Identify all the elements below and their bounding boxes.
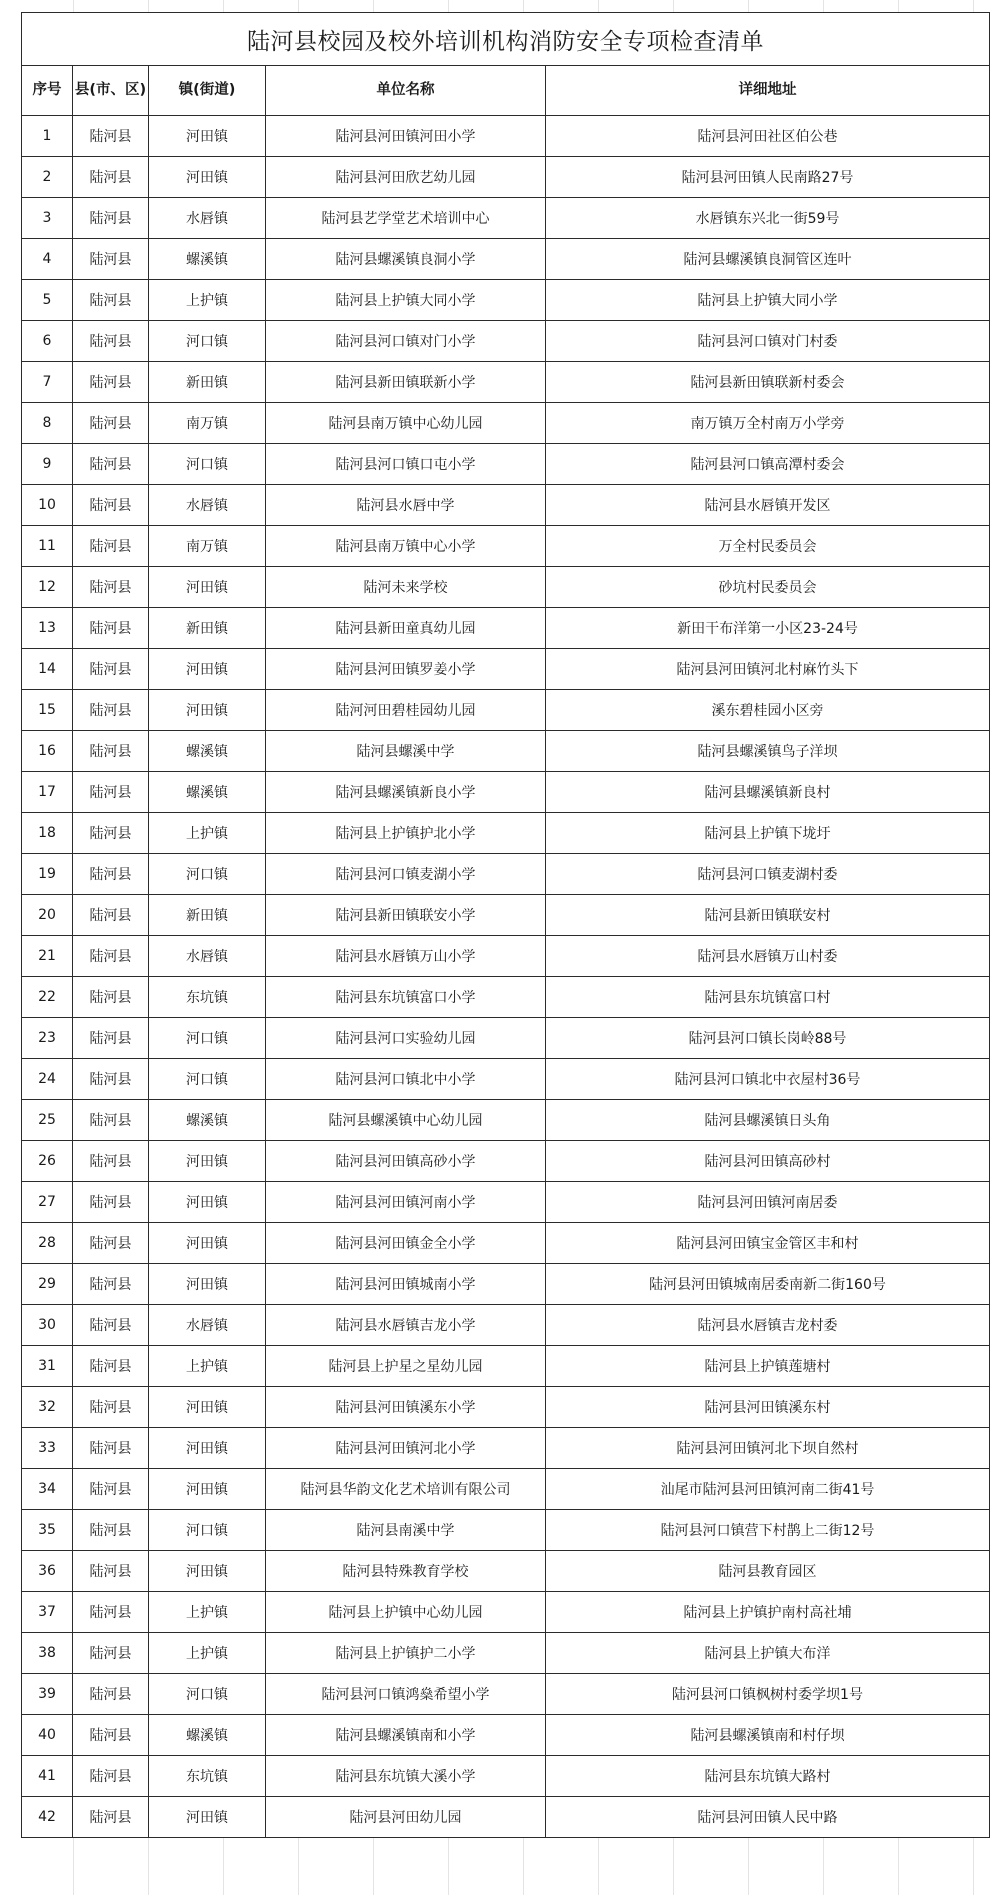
cell-index[interactable]: 3 bbox=[22, 198, 73, 239]
cell-address[interactable]: 陆河县上护镇大同小学 bbox=[546, 280, 990, 321]
table-row bbox=[22, 813, 990, 854]
cell-address[interactable]: 陆河县新田镇联新村委会 bbox=[546, 362, 990, 403]
cell-unit-name[interactable]: 陆河县艺学堂艺术培训中心 bbox=[266, 198, 546, 239]
cell-county[interactable]: 陆河县 bbox=[73, 1633, 149, 1674]
cell-unit-name[interactable]: 陆河县螺溪镇良洞小学 bbox=[266, 239, 546, 280]
cell-town[interactable]: 螺溪镇 bbox=[149, 1100, 266, 1141]
cell-county[interactable]: 陆河县 bbox=[73, 116, 149, 157]
cell-index[interactable]: 8 bbox=[22, 403, 73, 444]
cell-index[interactable]: 40 bbox=[22, 1715, 73, 1756]
cell-index[interactable]: 38 bbox=[22, 1633, 73, 1674]
cell-unit-name[interactable]: 陆河县水唇镇万山小学 bbox=[266, 936, 546, 977]
cell-town[interactable]: 河田镇 bbox=[149, 1141, 266, 1182]
cell-county[interactable]: 陆河县 bbox=[73, 1305, 149, 1346]
cell-address[interactable]: 新田干布洋第一小区23-24号 bbox=[546, 608, 990, 649]
cell-county[interactable]: 陆河县 bbox=[73, 1551, 149, 1592]
cell-county[interactable]: 陆河县 bbox=[73, 772, 149, 813]
cell-index[interactable]: 1 bbox=[22, 116, 73, 157]
cell-address[interactable]: 汕尾市陆河县河田镇河南二街41号 bbox=[546, 1469, 990, 1510]
cell-address[interactable]: 陆河县上护镇下垅圩 bbox=[546, 813, 990, 854]
cell-town[interactable]: 河口镇 bbox=[149, 321, 266, 362]
cell-county[interactable]: 陆河县 bbox=[73, 1510, 149, 1551]
table-row bbox=[22, 1797, 990, 1838]
cell-town[interactable]: 上护镇 bbox=[149, 813, 266, 854]
sheet-title[interactable]: 陆河县校园及校外培训机构消防安全专项检查清单 bbox=[22, 13, 990, 66]
cell-address[interactable]: 溪东碧桂园小区旁 bbox=[546, 690, 990, 731]
cell-unit-name[interactable]: 陆河县河口镇麦湖小学 bbox=[266, 854, 546, 895]
table-body bbox=[22, 116, 990, 1838]
table-row bbox=[22, 567, 990, 608]
table-row bbox=[22, 1592, 990, 1633]
cell-town[interactable]: 螺溪镇 bbox=[149, 239, 266, 280]
cell-unit-name[interactable]: 陆河县河田镇溪东小学 bbox=[266, 1387, 546, 1428]
cell-unit-name[interactable]: 陆河县河田幼儿园 bbox=[266, 1797, 546, 1838]
cell-index[interactable]: 16 bbox=[22, 731, 73, 772]
cell-index[interactable]: 11 bbox=[22, 526, 73, 567]
cell-town[interactable]: 新田镇 bbox=[149, 362, 266, 403]
cell-address[interactable]: 陆河县新田镇联安村 bbox=[546, 895, 990, 936]
cell-unit-name[interactable]: 陆河县河口实验幼儿园 bbox=[266, 1018, 546, 1059]
cell-town[interactable]: 新田镇 bbox=[149, 895, 266, 936]
cell-county[interactable]: 陆河县 bbox=[73, 485, 149, 526]
cell-index[interactable]: 26 bbox=[22, 1141, 73, 1182]
cell-town[interactable]: 河田镇 bbox=[149, 1551, 266, 1592]
cell-town[interactable]: 河田镇 bbox=[149, 157, 266, 198]
cell-index[interactable]: 42 bbox=[22, 1797, 73, 1838]
cell-address[interactable]: 陆河县上护镇大布洋 bbox=[546, 1633, 990, 1674]
cell-unit-name[interactable]: 陆河县上护镇护北小学 bbox=[266, 813, 546, 854]
cell-town[interactable]: 河田镇 bbox=[149, 1428, 266, 1469]
cell-address[interactable]: 陆河县河口镇高潭村委会 bbox=[546, 444, 990, 485]
table-row bbox=[22, 526, 990, 567]
cell-county[interactable]: 陆河县 bbox=[73, 1018, 149, 1059]
cell-index[interactable]: 23 bbox=[22, 1018, 73, 1059]
cell-town[interactable]: 南万镇 bbox=[149, 526, 266, 567]
column-header-unit-name[interactable]: 单位名称 bbox=[266, 66, 546, 116]
cell-town[interactable]: 水唇镇 bbox=[149, 198, 266, 239]
cell-unit-name[interactable]: 陆河县河田镇河南小学 bbox=[266, 1182, 546, 1223]
cell-county[interactable]: 陆河县 bbox=[73, 1469, 149, 1510]
table-row bbox=[22, 1756, 990, 1797]
column-header-index[interactable]: 序号 bbox=[22, 66, 73, 116]
cell-address[interactable]: 陆河县教育园区 bbox=[546, 1551, 990, 1592]
table-row bbox=[22, 485, 990, 526]
table-row bbox=[22, 608, 990, 649]
cell-county[interactable]: 陆河县 bbox=[73, 1715, 149, 1756]
table-row bbox=[22, 936, 990, 977]
table-row bbox=[22, 239, 990, 280]
cell-unit-name[interactable]: 陆河县东坑镇富口小学 bbox=[266, 977, 546, 1018]
table-row bbox=[22, 444, 990, 485]
cell-index[interactable]: 27 bbox=[22, 1182, 73, 1223]
cell-unit-name[interactable]: 陆河县螺溪镇中心幼儿园 bbox=[266, 1100, 546, 1141]
table-row bbox=[22, 1387, 990, 1428]
cell-address[interactable]: 陆河县河田镇人民中路 bbox=[546, 1797, 990, 1838]
cell-unit-name[interactable]: 陆河县上护镇中心幼儿园 bbox=[266, 1592, 546, 1633]
cell-town[interactable]: 河田镇 bbox=[149, 1469, 266, 1510]
cell-unit-name[interactable]: 陆河县河口镇口屯小学 bbox=[266, 444, 546, 485]
cell-address[interactable]: 陆河县河田社区伯公巷 bbox=[546, 116, 990, 157]
cell-unit-name[interactable]: 陆河县上护星之星幼儿园 bbox=[266, 1346, 546, 1387]
table-row bbox=[22, 854, 990, 895]
cell-address[interactable]: 陆河县螺溪镇良洞管区连叶 bbox=[546, 239, 990, 280]
table-row bbox=[22, 1428, 990, 1469]
cell-address[interactable]: 陆河县河田镇河北村麻竹头下 bbox=[546, 649, 990, 690]
table-row bbox=[22, 1715, 990, 1756]
cell-county[interactable]: 陆河县 bbox=[73, 690, 149, 731]
cell-unit-name[interactable]: 陆河县螺溪镇南和小学 bbox=[266, 1715, 546, 1756]
cell-town[interactable]: 东坑镇 bbox=[149, 1756, 266, 1797]
cell-town[interactable]: 水唇镇 bbox=[149, 1305, 266, 1346]
cell-town[interactable]: 河田镇 bbox=[149, 1797, 266, 1838]
table-row bbox=[22, 731, 990, 772]
cell-county[interactable]: 陆河县 bbox=[73, 362, 149, 403]
cell-index[interactable]: 21 bbox=[22, 936, 73, 977]
table-row bbox=[22, 403, 990, 444]
cell-town[interactable]: 上护镇 bbox=[149, 1346, 266, 1387]
cell-index[interactable]: 17 bbox=[22, 772, 73, 813]
cell-town[interactable]: 河口镇 bbox=[149, 1674, 266, 1715]
table-row bbox=[22, 1305, 990, 1346]
cell-town[interactable]: 东坑镇 bbox=[149, 977, 266, 1018]
table-row bbox=[22, 1551, 990, 1592]
cell-index[interactable]: 9 bbox=[22, 444, 73, 485]
cell-town[interactable]: 河田镇 bbox=[149, 649, 266, 690]
cell-index[interactable]: 30 bbox=[22, 1305, 73, 1346]
cell-unit-name[interactable]: 陆河县上护镇大同小学 bbox=[266, 280, 546, 321]
cell-index[interactable]: 35 bbox=[22, 1510, 73, 1551]
cell-index[interactable]: 32 bbox=[22, 1387, 73, 1428]
cell-town[interactable]: 河田镇 bbox=[149, 690, 266, 731]
cell-address[interactable]: 陆河县水唇镇万山村委 bbox=[546, 936, 990, 977]
cell-index[interactable]: 2 bbox=[22, 157, 73, 198]
cell-address[interactable]: 陆河县上护镇莲塘村 bbox=[546, 1346, 990, 1387]
cell-town[interactable]: 新田镇 bbox=[149, 608, 266, 649]
cell-county[interactable]: 陆河县 bbox=[73, 608, 149, 649]
cell-town[interactable]: 河田镇 bbox=[149, 1264, 266, 1305]
cell-county[interactable]: 陆河县 bbox=[73, 977, 149, 1018]
cell-index[interactable]: 6 bbox=[22, 321, 73, 362]
cell-unit-name[interactable]: 陆河河田碧桂园幼儿园 bbox=[266, 690, 546, 731]
cell-index[interactable]: 22 bbox=[22, 977, 73, 1018]
cell-town[interactable]: 螺溪镇 bbox=[149, 731, 266, 772]
cell-county[interactable]: 陆河县 bbox=[73, 239, 149, 280]
cell-address[interactable]: 陆河县河口镇对门村委 bbox=[546, 321, 990, 362]
cell-county[interactable]: 陆河县 bbox=[73, 198, 149, 239]
header-row bbox=[22, 66, 990, 116]
cell-index[interactable]: 28 bbox=[22, 1223, 73, 1264]
cell-address[interactable]: 陆河县河田镇宝金管区丰和村 bbox=[546, 1223, 990, 1264]
cell-county[interactable]: 陆河县 bbox=[73, 731, 149, 772]
table-row bbox=[22, 1264, 990, 1305]
cell-unit-name[interactable]: 陆河县河田镇河田小学 bbox=[266, 116, 546, 157]
cell-address[interactable]: 砂坑村民委员会 bbox=[546, 567, 990, 608]
cell-county[interactable]: 陆河县 bbox=[73, 1428, 149, 1469]
table-row bbox=[22, 362, 990, 403]
cell-index[interactable]: 5 bbox=[22, 280, 73, 321]
cell-town[interactable]: 河田镇 bbox=[149, 1387, 266, 1428]
cell-unit-name[interactable]: 陆河县南万镇中心幼儿园 bbox=[266, 403, 546, 444]
cell-unit-name[interactable]: 陆河县水唇镇吉龙小学 bbox=[266, 1305, 546, 1346]
cell-county[interactable]: 陆河县 bbox=[73, 854, 149, 895]
cell-address[interactable]: 陆河县河口镇枫树村委学坝1号 bbox=[546, 1674, 990, 1715]
cell-unit-name[interactable]: 陆河县河田镇城南小学 bbox=[266, 1264, 546, 1305]
cell-address[interactable]: 陆河县河口镇北中衣屋村36号 bbox=[546, 1059, 990, 1100]
cell-address[interactable]: 陆河县河田镇河北下坝自然村 bbox=[546, 1428, 990, 1469]
cell-unit-name[interactable]: 陆河县新田镇联新小学 bbox=[266, 362, 546, 403]
cell-county[interactable]: 陆河县 bbox=[73, 1223, 149, 1264]
cell-index[interactable]: 41 bbox=[22, 1756, 73, 1797]
cell-town[interactable]: 河口镇 bbox=[149, 1510, 266, 1551]
table-row bbox=[22, 649, 990, 690]
cell-index[interactable]: 24 bbox=[22, 1059, 73, 1100]
cell-county[interactable]: 陆河县 bbox=[73, 895, 149, 936]
cell-unit-name[interactable]: 陆河县特殊教育学校 bbox=[266, 1551, 546, 1592]
cell-county[interactable]: 陆河县 bbox=[73, 649, 149, 690]
table-row bbox=[22, 1633, 990, 1674]
table-row bbox=[22, 157, 990, 198]
cell-index[interactable]: 33 bbox=[22, 1428, 73, 1469]
table-row bbox=[22, 1510, 990, 1551]
cell-county[interactable]: 陆河县 bbox=[73, 526, 149, 567]
cell-unit-name[interactable]: 陆河县华韵文化艺术培训有限公司 bbox=[266, 1469, 546, 1510]
cell-town[interactable]: 河口镇 bbox=[149, 1059, 266, 1100]
cell-unit-name[interactable]: 陆河县河口镇对门小学 bbox=[266, 321, 546, 362]
cell-county[interactable]: 陆河县 bbox=[73, 1346, 149, 1387]
cell-index[interactable]: 15 bbox=[22, 690, 73, 731]
cell-town[interactable]: 螺溪镇 bbox=[149, 772, 266, 813]
cell-address[interactable]: 陆河县东坑镇富口村 bbox=[546, 977, 990, 1018]
column-header-address[interactable]: 详细地址 bbox=[546, 66, 990, 116]
cell-index[interactable]: 12 bbox=[22, 567, 73, 608]
cell-address[interactable]: 陆河县螺溪镇南和村仔坝 bbox=[546, 1715, 990, 1756]
cell-address[interactable]: 陆河县水唇镇吉龙村委 bbox=[546, 1305, 990, 1346]
cell-county[interactable]: 陆河县 bbox=[73, 1100, 149, 1141]
cell-town[interactable]: 河田镇 bbox=[149, 567, 266, 608]
cell-index[interactable]: 36 bbox=[22, 1551, 73, 1592]
cell-index[interactable]: 18 bbox=[22, 813, 73, 854]
cell-index[interactable]: 20 bbox=[22, 895, 73, 936]
cell-unit-name[interactable]: 陆河县螺溪中学 bbox=[266, 731, 546, 772]
table-row bbox=[22, 895, 990, 936]
table-row bbox=[22, 1346, 990, 1387]
cell-address[interactable]: 南万镇万全村南万小学旁 bbox=[546, 403, 990, 444]
cell-town[interactable]: 河田镇 bbox=[149, 1182, 266, 1223]
table-row bbox=[22, 977, 990, 1018]
cell-county[interactable]: 陆河县 bbox=[73, 1592, 149, 1633]
table-row bbox=[22, 198, 990, 239]
cell-town[interactable]: 河口镇 bbox=[149, 1018, 266, 1059]
table-row bbox=[22, 280, 990, 321]
cell-index[interactable]: 19 bbox=[22, 854, 73, 895]
cell-county[interactable]: 陆河县 bbox=[73, 1182, 149, 1223]
cell-county[interactable]: 陆河县 bbox=[73, 321, 149, 362]
table-row bbox=[22, 1223, 990, 1264]
cell-county[interactable]: 陆河县 bbox=[73, 1387, 149, 1428]
cell-index[interactable]: 31 bbox=[22, 1346, 73, 1387]
table-row bbox=[22, 321, 990, 362]
table-row bbox=[22, 690, 990, 731]
cell-address[interactable]: 陆河县河田镇溪东村 bbox=[546, 1387, 990, 1428]
table-row bbox=[22, 1469, 990, 1510]
table-row bbox=[22, 1100, 990, 1141]
cell-address[interactable]: 陆河县上护镇护南村高社埔 bbox=[546, 1592, 990, 1633]
table-row bbox=[22, 1182, 990, 1223]
cell-unit-name[interactable]: 陆河县河田镇金全小学 bbox=[266, 1223, 546, 1264]
cell-unit-name[interactable]: 陆河县河田镇高砂小学 bbox=[266, 1141, 546, 1182]
cell-town[interactable]: 上护镇 bbox=[149, 1592, 266, 1633]
cell-unit-name[interactable]: 陆河县河田镇河北小学 bbox=[266, 1428, 546, 1469]
cell-county[interactable]: 陆河县 bbox=[73, 1059, 149, 1100]
cell-index[interactable]: 37 bbox=[22, 1592, 73, 1633]
cell-address[interactable]: 陆河县河口镇长岗岭88号 bbox=[546, 1018, 990, 1059]
cell-index[interactable]: 14 bbox=[22, 649, 73, 690]
cell-town[interactable]: 河口镇 bbox=[149, 444, 266, 485]
cell-unit-name[interactable]: 陆河县新田镇联安小学 bbox=[266, 895, 546, 936]
cell-county[interactable]: 陆河县 bbox=[73, 567, 149, 608]
table-row bbox=[22, 1141, 990, 1182]
cell-address[interactable]: 陆河县水唇镇开发区 bbox=[546, 485, 990, 526]
cell-unit-name[interactable]: 陆河县新田童真幼儿园 bbox=[266, 608, 546, 649]
cell-unit-name[interactable]: 陆河县河田镇罗姜小学 bbox=[266, 649, 546, 690]
cell-index[interactable]: 29 bbox=[22, 1264, 73, 1305]
cell-index[interactable]: 39 bbox=[22, 1674, 73, 1715]
table-row bbox=[22, 1674, 990, 1715]
cell-unit-name[interactable]: 陆河县河口镇鸿燊希望小学 bbox=[266, 1674, 546, 1715]
column-header-town[interactable]: 镇(街道) bbox=[149, 66, 266, 116]
table-row bbox=[22, 1059, 990, 1100]
cell-town[interactable]: 河田镇 bbox=[149, 116, 266, 157]
table-row bbox=[22, 1018, 990, 1059]
cell-unit-name[interactable]: 陆河县东坑镇大溪小学 bbox=[266, 1756, 546, 1797]
cell-unit-name[interactable]: 陆河未来学校 bbox=[266, 567, 546, 608]
cell-county[interactable]: 陆河县 bbox=[73, 1674, 149, 1715]
cell-address[interactable]: 陆河县河口镇麦湖村委 bbox=[546, 854, 990, 895]
cell-town[interactable]: 上护镇 bbox=[149, 280, 266, 321]
inspection-checklist-table bbox=[21, 12, 990, 1838]
cell-county[interactable]: 陆河县 bbox=[73, 403, 149, 444]
cell-town[interactable]: 水唇镇 bbox=[149, 485, 266, 526]
cell-index[interactable]: 34 bbox=[22, 1469, 73, 1510]
cell-town[interactable]: 上护镇 bbox=[149, 1633, 266, 1674]
cell-county[interactable]: 陆河县 bbox=[73, 1141, 149, 1182]
cell-town[interactable]: 南万镇 bbox=[149, 403, 266, 444]
cell-county[interactable]: 陆河县 bbox=[73, 1797, 149, 1838]
cell-county[interactable]: 陆河县 bbox=[73, 280, 149, 321]
cell-unit-name[interactable]: 陆河县南溪中学 bbox=[266, 1510, 546, 1551]
cell-address[interactable]: 陆河县东坑镇大路村 bbox=[546, 1756, 990, 1797]
cell-address[interactable]: 陆河县螺溪镇鸟子洋坝 bbox=[546, 731, 990, 772]
cell-town[interactable]: 水唇镇 bbox=[149, 936, 266, 977]
cell-county[interactable]: 陆河县 bbox=[73, 1756, 149, 1797]
column-header-county[interactable]: 县(市、区) bbox=[73, 66, 149, 116]
cell-address[interactable]: 陆河县河田镇城南居委南新二街160号 bbox=[546, 1264, 990, 1305]
cell-county[interactable]: 陆河县 bbox=[73, 813, 149, 854]
cell-index[interactable]: 25 bbox=[22, 1100, 73, 1141]
cell-address[interactable]: 陆河县螺溪镇新良村 bbox=[546, 772, 990, 813]
cell-address[interactable]: 陆河县河田镇人民南路27号 bbox=[546, 157, 990, 198]
cell-address[interactable]: 万全村民委员会 bbox=[546, 526, 990, 567]
cell-county[interactable]: 陆河县 bbox=[73, 936, 149, 977]
cell-town[interactable]: 河口镇 bbox=[149, 854, 266, 895]
cell-address[interactable]: 陆河县螺溪镇日头角 bbox=[546, 1100, 990, 1141]
cell-unit-name[interactable]: 陆河县河口镇北中小学 bbox=[266, 1059, 546, 1100]
cell-address[interactable]: 陆河县河口镇营下村鹊上二街12号 bbox=[546, 1510, 990, 1551]
cell-town[interactable]: 河田镇 bbox=[149, 1223, 266, 1264]
cell-address[interactable]: 陆河县河田镇河南居委 bbox=[546, 1182, 990, 1223]
table-row bbox=[22, 116, 990, 157]
cell-county[interactable]: 陆河县 bbox=[73, 157, 149, 198]
cell-index[interactable]: 4 bbox=[22, 239, 73, 280]
cell-county[interactable]: 陆河县 bbox=[73, 444, 149, 485]
cell-unit-name[interactable]: 陆河县水唇中学 bbox=[266, 485, 546, 526]
cell-county[interactable]: 陆河县 bbox=[73, 1264, 149, 1305]
cell-town[interactable]: 螺溪镇 bbox=[149, 1715, 266, 1756]
cell-unit-name[interactable]: 陆河县上护镇护二小学 bbox=[266, 1633, 546, 1674]
cell-index[interactable]: 13 bbox=[22, 608, 73, 649]
cell-index[interactable]: 7 bbox=[22, 362, 73, 403]
cell-address[interactable]: 陆河县河田镇高砂村 bbox=[546, 1141, 990, 1182]
cell-unit-name[interactable]: 陆河县河田欣艺幼儿园 bbox=[266, 157, 546, 198]
cell-unit-name[interactable]: 陆河县南万镇中心小学 bbox=[266, 526, 546, 567]
table-row bbox=[22, 772, 990, 813]
cell-index[interactable]: 10 bbox=[22, 485, 73, 526]
cell-unit-name[interactable]: 陆河县螺溪镇新良小学 bbox=[266, 772, 546, 813]
cell-address[interactable]: 水唇镇东兴北一街59号 bbox=[546, 198, 990, 239]
